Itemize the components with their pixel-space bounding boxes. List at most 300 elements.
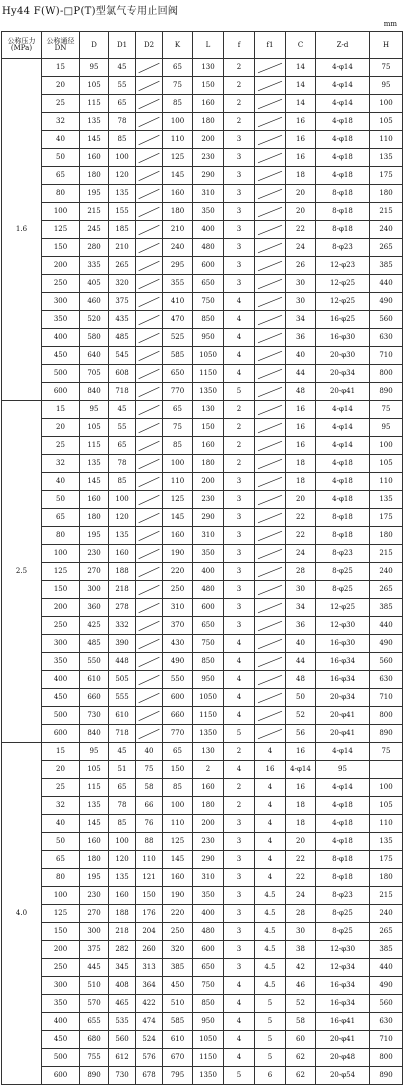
table-cell: 195 [80,185,109,203]
table-cell: 22 [286,527,316,545]
table-row [2,581,403,599]
table-cell: 4 [224,293,255,311]
table-row [2,887,403,905]
empty-slash-cell [136,221,163,239]
table-cell: 795 [163,1067,193,1085]
slash-icon [255,152,285,164]
table-cell: 135 [80,113,109,131]
table-cell: 44 [286,365,316,383]
table-cell: 240 [370,905,403,923]
table-cell: 560 [109,1031,136,1049]
table-cell: 4.5 [255,923,286,941]
slash-icon [136,62,162,74]
table-cell: 95 [80,743,109,761]
table-cell: 28 [286,563,316,581]
table-row [2,437,403,455]
slash-icon [136,404,162,416]
table-cell: 188 [109,563,136,581]
table-cell: 500 [42,365,80,383]
table-cell: 3 [224,941,255,959]
table-cell: 18 [286,167,316,185]
table-cell: 160 [80,833,109,851]
table-cell: 2 [224,59,255,77]
table-cell: 160 [109,887,136,905]
table-cell: 25 [42,437,80,455]
table-cell: 145 [163,167,193,185]
table-cell: 4-φ14 [316,59,370,77]
table-row [2,1049,403,1067]
slash-icon [255,422,285,434]
table-cell: 14 [286,59,316,77]
empty-slash-cell [255,563,286,581]
table-cell: 200 [42,941,80,959]
table-cell: 16-φ30 [316,635,370,653]
slash-icon [255,98,285,110]
table-row [2,941,403,959]
table-cell: 710 [370,1031,403,1049]
table-cell: 16 [286,113,316,131]
table-cell: 8-φ18 [316,185,370,203]
slash-icon [136,548,162,560]
table-cell: 135 [109,869,136,887]
table-body [2,59,403,1085]
table-cell: 585 [163,347,193,365]
table-cell: 110 [136,851,163,869]
table-cell: 65 [163,401,193,419]
slash-icon [255,512,285,524]
table-cell: 15 [42,59,80,77]
table-row [2,185,403,203]
table-cell: 3 [224,527,255,545]
table-cell: 200 [193,815,224,833]
table-cell: 4 [255,815,286,833]
table-cell: 4.5 [255,959,286,977]
table-cell: 450 [42,1031,80,1049]
table-cell: 295 [163,257,193,275]
table-cell: 3 [224,239,255,257]
table-cell: 440 [370,275,403,293]
table-cell: 120 [109,851,136,869]
slash-icon [255,242,285,254]
table-cell: 4-φ18 [316,113,370,131]
empty-slash-cell [255,725,286,743]
table-cell: 8-φ18 [316,509,370,527]
table-cell: 400 [193,563,224,581]
table-cell: 3 [224,599,255,617]
table-cell: 230 [193,491,224,509]
table-cell: 755 [80,1049,109,1067]
table-cell: 474 [136,1013,163,1031]
table-cell: 150 [193,77,224,95]
table-cell: 450 [42,347,80,365]
header-cell: Z-d [316,32,370,59]
table-cell: 385 [370,941,403,959]
table-cell: 290 [193,509,224,527]
table-row [2,743,403,761]
table-cell: 332 [109,617,136,635]
slash-icon [136,98,162,110]
table-cell: 4-φ18 [316,491,370,509]
slash-icon [255,674,285,686]
table-cell: 445 [80,959,109,977]
table-cell: 290 [193,167,224,185]
table-cell: 890 [370,725,403,743]
table-cell: 12-φ25 [316,275,370,293]
table-cell: 16-φ25 [316,311,370,329]
table-cell: 4-φ18 [316,167,370,185]
table-cell: 405 [80,275,109,293]
page-title: Hy44 F(W)-□P(T)型氯气专用止回阀 [2,6,179,17]
table-cell: 22 [286,869,316,887]
table-cell: 20-φ41 [316,725,370,743]
table-cell: 4-φ18 [316,131,370,149]
table-cell: 22 [286,221,316,239]
empty-slash-cell [136,77,163,95]
table-cell: 3 [224,923,255,941]
empty-slash-cell [136,383,163,401]
table-cell: 4 [224,1049,255,1067]
table-cell: 16-φ34 [316,977,370,995]
table-cell: 110 [163,815,193,833]
table-cell: 300 [80,581,109,599]
header-row [2,32,403,59]
slash-icon [136,530,162,542]
table-cell: 265 [370,581,403,599]
table-cell: 34 [286,311,316,329]
slash-icon [255,224,285,236]
table-cell: 1350 [193,1067,224,1085]
table-cell: 650 [163,365,193,383]
table-cell: 730 [109,1067,136,1085]
table-row [2,959,403,977]
table-cell: 215 [370,887,403,905]
table-cell: 265 [370,923,403,941]
table-cell: 20 [286,491,316,509]
table-cell: 2 [224,401,255,419]
table-cell: 230 [80,545,109,563]
table-cell: 175 [370,167,403,185]
table-cell: 160 [80,149,109,167]
table-row [2,905,403,923]
table-cell: 110 [370,473,403,491]
table-cell: 850 [193,311,224,329]
table-cell: 20 [286,185,316,203]
table-cell: 210 [163,221,193,239]
table-cell: 313 [136,959,163,977]
table-row [2,203,403,221]
table-cell: 2 [224,419,255,437]
table-row [2,113,403,131]
table-row [2,725,403,743]
table-cell: 5 [224,1067,255,1085]
table-cell: 160 [163,527,193,545]
table-cell: 705 [80,365,109,383]
empty-slash-cell [136,167,163,185]
table-row [2,563,403,581]
table-cell: 40 [136,743,163,761]
table-cell: 65 [109,95,136,113]
table-cell: 5 [255,1031,286,1049]
slash-icon [255,404,285,416]
table-row [2,275,403,293]
empty-slash-cell [136,275,163,293]
table-cell: 105 [370,797,403,815]
table-cell: 62 [286,1049,316,1067]
table-cell: 160 [193,437,224,455]
empty-slash-cell [136,203,163,221]
table-cell: 3 [224,887,255,905]
table-cell: 125 [163,833,193,851]
slash-icon [136,440,162,452]
table-cell: 110 [370,131,403,149]
slash-icon [255,728,285,740]
slash-icon [136,116,162,128]
table-cell: 8-φ25 [316,563,370,581]
slash-icon [255,350,285,362]
table-cell: 1050 [193,1031,224,1049]
table-cell: 65 [109,437,136,455]
table-cell: 4 [224,1031,255,1049]
table-cell: 65 [42,167,80,185]
table-cell: 2 [224,113,255,131]
table-cell: 680 [80,1031,109,1049]
slash-icon [255,548,285,560]
table-cell: 8-φ23 [316,239,370,257]
table-cell: 8-φ18 [316,851,370,869]
table-cell: 490 [370,635,403,653]
table-cell: 550 [80,653,109,671]
table-cell: 5 [224,725,255,743]
table-cell: 26 [286,257,316,275]
slash-icon [255,260,285,272]
table-cell: 500 [42,707,80,725]
table-cell: 400 [193,221,224,239]
table-cell: 100 [42,203,80,221]
table-cell: 58 [286,1013,316,1031]
slash-icon [136,386,162,398]
table-cell: 240 [370,221,403,239]
table-row [2,1067,403,1085]
empty-slash-cell [136,707,163,725]
table-cell: 85 [163,95,193,113]
table-cell: 121 [136,869,163,887]
table-cell: 28 [286,905,316,923]
table-cell: 580 [80,329,109,347]
empty-slash-cell [136,257,163,275]
table-cell: 4 [224,329,255,347]
table-cell: 150 [193,419,224,437]
empty-slash-cell [136,635,163,653]
slash-icon [255,566,285,578]
table-row [2,1013,403,1031]
table-cell: 24 [286,545,316,563]
table-cell: 800 [370,707,403,725]
table-cell: 4 [255,833,286,851]
slash-icon [255,710,285,722]
table-cell: 460 [80,293,109,311]
table-cell: 660 [163,707,193,725]
slash-icon [255,368,285,380]
slash-icon [136,188,162,200]
table-cell: 650 [193,959,224,977]
table-row [2,545,403,563]
table-cell: 840 [80,383,109,401]
table-cell: 48 [286,671,316,689]
table-cell: 135 [370,491,403,509]
empty-slash-cell [136,527,163,545]
table-cell: 75 [370,401,403,419]
table-cell: 470 [163,311,193,329]
table-cell: 20 [286,833,316,851]
empty-slash-cell [255,509,286,527]
table-row [2,599,403,617]
table-cell: 850 [193,995,224,1013]
header-cell: H [370,32,403,59]
empty-slash-cell [136,347,163,365]
table-cell: 220 [163,563,193,581]
table-cell: 320 [163,941,193,959]
empty-slash-cell [136,689,163,707]
table-cell: 1050 [193,347,224,365]
pressure-cell: 2.5 [2,401,42,743]
table-cell: 150 [163,761,193,779]
table-cell: 30 [286,923,316,941]
table-row [2,995,403,1013]
table-cell: 180 [370,869,403,887]
table-cell: 50 [286,689,316,707]
table-cell: 150 [136,887,163,905]
table-cell: 200 [42,599,80,617]
table-cell: 51 [109,761,136,779]
table-row [2,617,403,635]
table-cell: 36 [286,617,316,635]
slash-icon [136,566,162,578]
table-cell: 78 [109,455,136,473]
table-cell: 45 [109,59,136,77]
table-cell: 105 [80,77,109,95]
table-cell: 400 [42,1013,80,1031]
empty-slash-cell [136,473,163,491]
slash-icon [255,332,285,344]
table-cell: 85 [109,815,136,833]
table-cell: 300 [42,635,80,653]
slash-icon [255,638,285,650]
table-cell: 8-φ18 [316,221,370,239]
table-row [2,383,403,401]
table-cell: 115 [80,779,109,797]
table-cell: 4.5 [255,887,286,905]
table-cell: 12-φ23 [316,257,370,275]
table-cell: 185 [109,221,136,239]
slash-icon [136,206,162,218]
table-cell: 600 [193,599,224,617]
table-cell: 55 [109,77,136,95]
table-cell: 16 [286,437,316,455]
table-cell: 450 [163,977,193,995]
table-cell: 8-φ18 [316,869,370,887]
table-cell: 210 [109,239,136,257]
empty-slash-cell [255,707,286,725]
empty-slash-cell [255,149,286,167]
slash-icon [136,638,162,650]
table-cell: 422 [136,995,163,1013]
table-cell: 4-φ14 [316,419,370,437]
table-cell: 120 [109,167,136,185]
table-cell: 3 [224,221,255,239]
table-cell: 100 [370,779,403,797]
slash-icon [136,260,162,272]
empty-slash-cell [136,509,163,527]
table-cell: 350 [193,887,224,905]
table-cell: 770 [163,383,193,401]
table-cell: 800 [370,1049,403,1067]
table-cell: 195 [80,869,109,887]
table-cell: 1350 [193,725,224,743]
empty-slash-cell [136,95,163,113]
empty-slash-cell [255,185,286,203]
empty-slash-cell [136,311,163,329]
slash-icon [255,602,285,614]
table-row [2,779,403,797]
table-cell: 50 [42,833,80,851]
table-cell: 200 [42,257,80,275]
table-cell: 130 [193,401,224,419]
empty-slash-cell [255,491,286,509]
table-cell: 204 [136,923,163,941]
empty-slash-cell [136,653,163,671]
table-cell: 16-φ34 [316,653,370,671]
table-cell: 650 [193,617,224,635]
table-cell: 65 [163,743,193,761]
table-cell: 16 [286,131,316,149]
table-row [2,401,403,419]
slash-icon [136,656,162,668]
table-row [2,761,403,779]
table-cell: 600 [42,725,80,743]
table-cell: 100 [370,95,403,113]
spec-table [1,31,403,1085]
header-cell: f1 [255,32,286,59]
table-cell: 3 [224,509,255,527]
table-cell: 560 [370,653,403,671]
table-cell: 510 [80,977,109,995]
table-cell: 45 [109,401,136,419]
table-cell: 600 [193,257,224,275]
table-cell: 58 [136,779,163,797]
empty-slash-cell [255,635,286,653]
table-row [2,311,403,329]
table-cell: 40 [286,347,316,365]
table-cell: 4-φ18 [316,797,370,815]
table-cell: 75 [370,743,403,761]
table-cell: 16 [286,419,316,437]
table-cell: 3 [224,545,255,563]
table-cell: 125 [42,563,80,581]
table-cell: 610 [109,707,136,725]
slash-icon [136,602,162,614]
slash-icon [136,620,162,632]
table-cell: 260 [136,941,163,959]
table-cell: 110 [163,131,193,149]
table-cell: 3 [224,149,255,167]
table-cell: 3 [224,581,255,599]
table-cell: 3 [224,959,255,977]
table-cell: 150 [42,239,80,257]
table-cell: 4-φ18 [316,455,370,473]
table-cell: 85 [109,473,136,491]
empty-slash-cell [255,581,286,599]
table-cell: 20-φ34 [316,365,370,383]
